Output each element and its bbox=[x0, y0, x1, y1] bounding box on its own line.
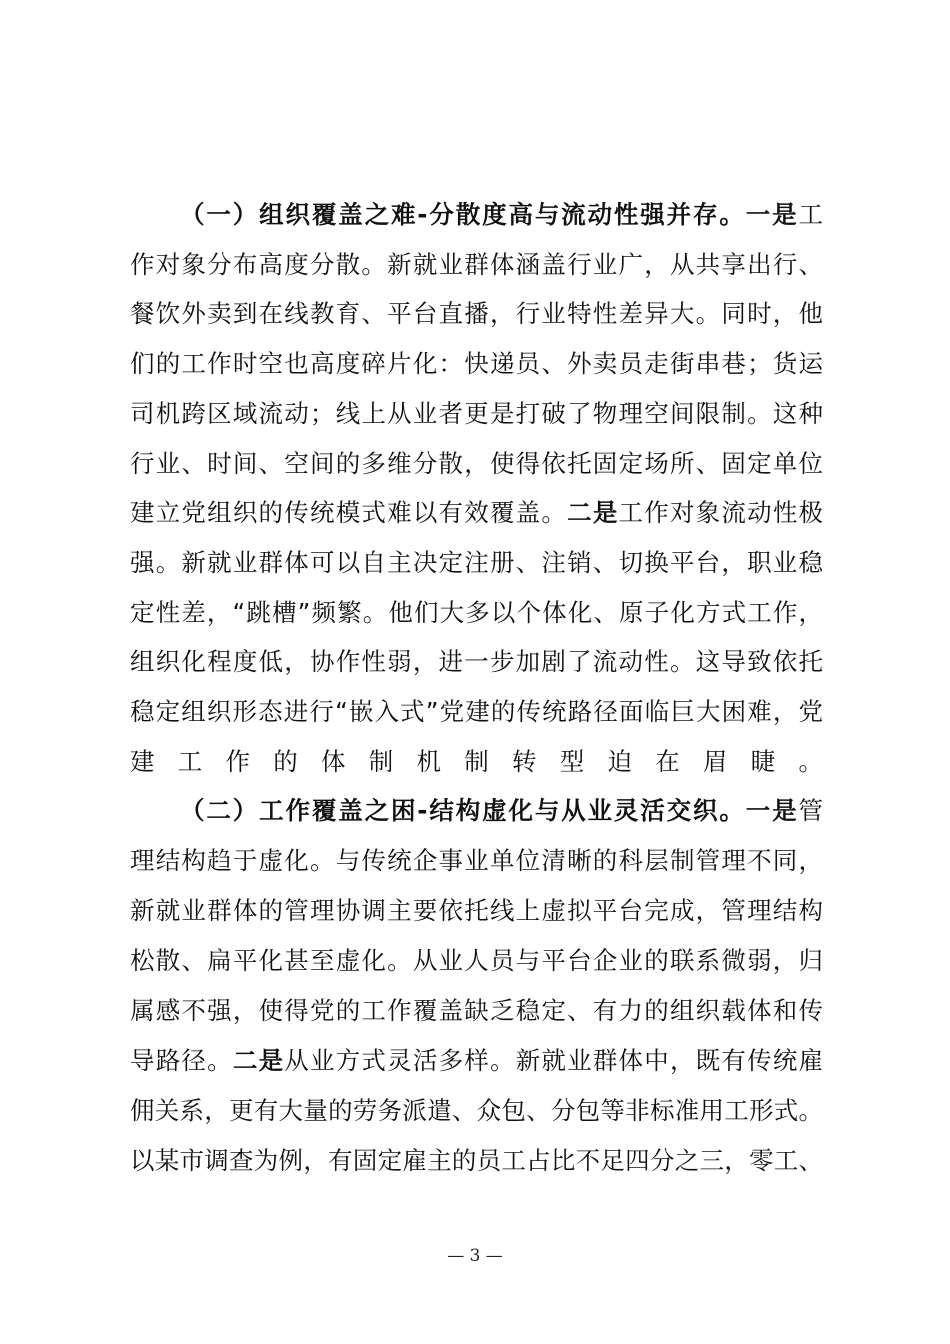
paragraph-line bbox=[130, 248, 823, 282]
body-text: 管 bbox=[798, 796, 823, 825]
paragraph-line bbox=[130, 894, 823, 928]
paragraph-line bbox=[130, 347, 823, 381]
paragraph-line bbox=[130, 1044, 823, 1078]
body-text: 行业、时间、空间的多维分散，使得依托固定场所、固定单位 bbox=[130, 448, 823, 478]
page-number: — 3 — bbox=[447, 1246, 503, 1266]
body-text: 作对象分布高度分散。新就业群体涵盖行业广，从共享出行、 bbox=[130, 249, 823, 279]
body-text: 工作对象流动性极 bbox=[618, 498, 824, 528]
paragraph-line bbox=[130, 447, 823, 481]
paragraph-line bbox=[130, 496, 823, 530]
paragraph-heading-line bbox=[180, 794, 823, 828]
body-text: 从业方式灵活多样。新就业群体中，既有传统雇 bbox=[284, 1046, 824, 1075]
body-text: 定性差，“跳槽”频繁。他们大多以个体化、原子化方式工作， bbox=[130, 597, 823, 627]
body-text: 们的工作时空也高度碎片化：快递员、外卖员走街串巷；货运 bbox=[130, 349, 823, 379]
body-text: 新就业群体的管理协调主要依托线上虚拟平台完成，管理结构 bbox=[130, 896, 823, 925]
body-text: 组织化程度低，协作性弱，进一步加剧了流动性。这导致依托 bbox=[130, 647, 823, 677]
paragraph-line bbox=[130, 695, 823, 729]
body-text: 属感不强，使得党的工作覆盖缺乏稳定、有力的组织载体和传 bbox=[130, 996, 823, 1025]
bold-text: 二是 bbox=[567, 498, 619, 528]
paragraph-line bbox=[130, 1144, 823, 1178]
body-text: 餐饮外卖到在线教育、平台直播，行业特性差异大。同时，他 bbox=[130, 299, 823, 329]
body-text: 强。新就业群体可以自主决定注册、注销、切换平台，职业稳 bbox=[130, 547, 823, 577]
bold-text: 二是 bbox=[232, 1046, 285, 1075]
paragraph-line bbox=[130, 745, 823, 779]
body-text: 建立党组织的传统模式难以有效覆盖。 bbox=[130, 498, 568, 528]
paragraph-line bbox=[130, 1094, 823, 1128]
paragraph-line bbox=[130, 397, 823, 431]
paragraph-heading-line bbox=[180, 198, 823, 232]
paragraph-line bbox=[130, 844, 823, 878]
body-text: 稳定组织形态进行“嵌入式”党建的传统路径面临巨大困难，党 bbox=[130, 697, 823, 726]
body-text: 工 bbox=[798, 200, 823, 229]
paragraph-line bbox=[130, 944, 823, 978]
body-text: 建工作的体制机制转型迫在眉睫。 bbox=[130, 746, 823, 776]
paragraph-line bbox=[130, 645, 823, 679]
bold-text: （一）组织覆盖之难-分散度高与流动性强并存。一是 bbox=[180, 200, 799, 229]
body-text: 以某市调查为例，有固定雇主的员工占比不足四分之三，零工、 bbox=[130, 1146, 823, 1175]
body-text: 导路径。 bbox=[130, 1046, 233, 1075]
body-text: 司机跨区域流动；线上从业者更是打破了物理空间限制。这种 bbox=[130, 398, 823, 428]
paragraph-line bbox=[130, 994, 823, 1028]
bold-text: （二）工作覆盖之困-结构虚化与从业灵活交织。一是 bbox=[180, 796, 799, 825]
body-text: 松散、扁平化甚至虚化。从业人员与平台企业的联系微弱，归 bbox=[130, 946, 823, 975]
paragraph-line bbox=[130, 596, 823, 630]
paragraph-line bbox=[130, 546, 823, 580]
paragraph-line bbox=[130, 297, 823, 331]
body-text: 佣关系，更有大量的劳务派遣、众包、分包等非标准用工形式。 bbox=[130, 1096, 823, 1125]
body-text: 理结构趋于虚化。与传统企事业单位清晰的科层制管理不同， bbox=[130, 846, 823, 875]
